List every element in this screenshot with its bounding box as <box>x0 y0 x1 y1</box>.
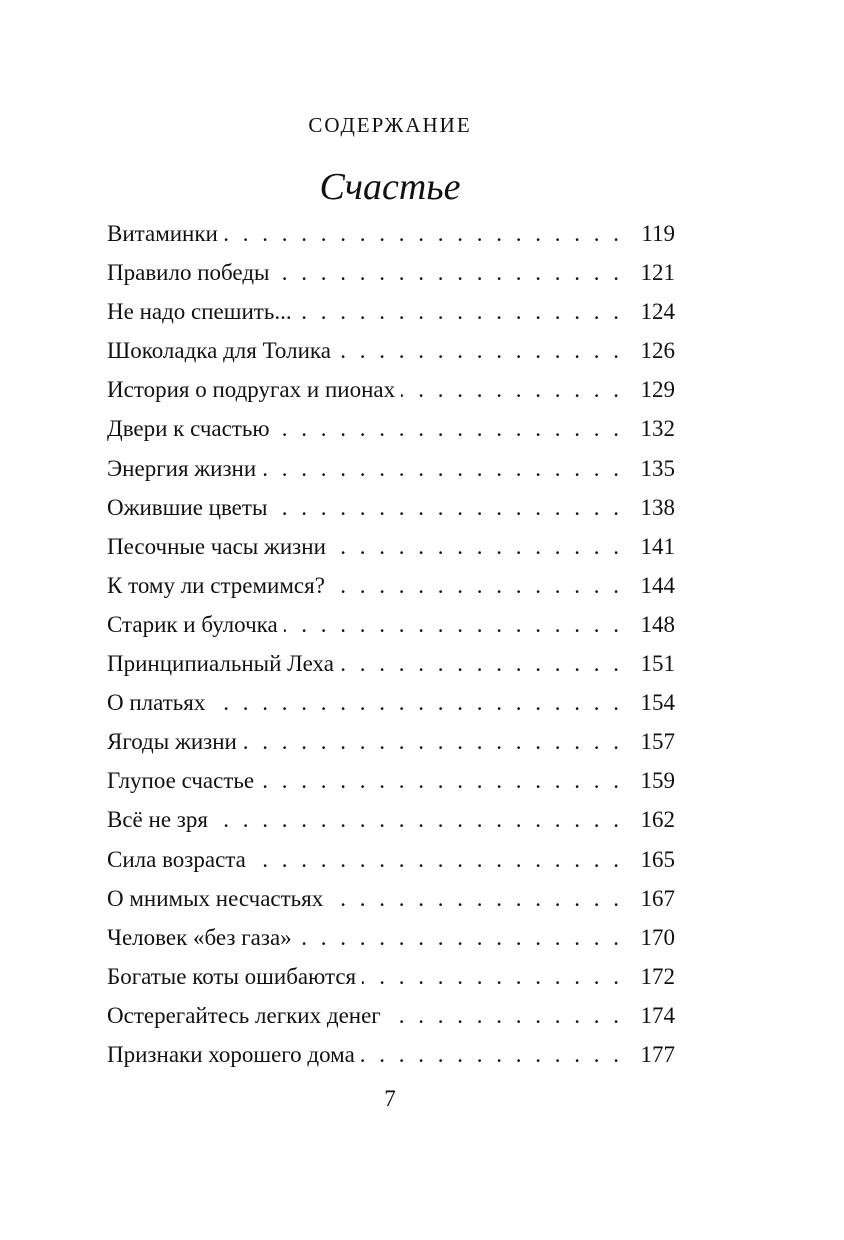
toc-entry-page: 162 <box>640 807 675 833</box>
dot-leader <box>362 957 623 996</box>
dot-leader <box>401 370 623 409</box>
toc-entry-page: 141 <box>640 533 675 559</box>
dot-leader <box>260 761 623 800</box>
dot-leader <box>252 840 623 879</box>
section-title: Счастье <box>319 166 461 208</box>
toc-entry-title: Принципиальный Леха <box>107 651 334 677</box>
toc-entry-page: 157 <box>640 729 675 755</box>
toc-entry-title: К тому ли стремимся? <box>107 572 325 598</box>
toc-entry <box>107 566 675 605</box>
toc-entry <box>107 761 675 800</box>
toc-entry <box>107 331 675 370</box>
toc-entry-page: 172 <box>640 963 675 989</box>
toc-entry-title: Шоколадка для Толика <box>107 338 331 364</box>
dot-leader <box>243 722 623 761</box>
toc-entry-page: 151 <box>640 651 675 677</box>
toc-entry-page: 126 <box>640 338 675 364</box>
toc-entry-title: О мнимых несчастьях <box>107 885 324 911</box>
dot-leader <box>387 996 623 1035</box>
dot-leader <box>276 409 623 448</box>
dot-leader <box>284 605 623 644</box>
dot-leader <box>337 331 623 370</box>
toc-entry-page: 135 <box>640 455 675 481</box>
page-number: 7 <box>384 1086 396 1111</box>
toc-entry-page: 174 <box>640 1002 675 1028</box>
toc-entry-title: Признаки хорошего дома <box>107 1041 355 1067</box>
dot-leader <box>224 214 623 253</box>
toc-entry-title: Сила возраста <box>107 846 246 872</box>
toc-entry <box>107 253 675 292</box>
toc-entry <box>107 214 675 253</box>
toc-entry-title: Глупое счастье <box>107 768 255 794</box>
toc-entry-page: 138 <box>640 494 675 520</box>
toc-entry <box>107 683 675 722</box>
toc-entry-title: Ожившие цветы <box>107 494 268 520</box>
toc-entry <box>107 918 675 957</box>
toc-entry-title: Двери к счастью <box>107 416 270 442</box>
toc-entry-title: О платьях <box>107 690 206 716</box>
toc-entry-title: Старик и булочка <box>107 611 278 637</box>
table-of-contents <box>107 214 675 1074</box>
toc-entry <box>107 840 675 879</box>
dot-leader <box>332 527 623 566</box>
toc-entry-page: 170 <box>640 924 675 950</box>
dot-leader <box>329 879 623 918</box>
toc-entry <box>107 1035 675 1074</box>
toc-entry-page: 132 <box>640 416 675 442</box>
toc-entry-title: История о подругах и пионах <box>107 377 396 403</box>
toc-entry <box>107 527 675 566</box>
toc-entry-page: 129 <box>640 377 675 403</box>
dot-leader <box>361 1035 623 1074</box>
toc-entry-title: Остерегайтесь легких денег <box>107 1002 381 1028</box>
toc-entry-title: Человек «без газа» <box>107 924 292 950</box>
toc-entry-page: 144 <box>640 572 675 598</box>
toc-entry <box>107 957 675 996</box>
dot-leader <box>331 566 623 605</box>
toc-entry <box>107 800 675 839</box>
toc-entry-title: Не надо спешить... <box>107 299 292 325</box>
dot-leader <box>214 800 623 839</box>
dot-leader <box>262 449 623 488</box>
toc-entry <box>107 996 675 1035</box>
dot-leader <box>211 683 623 722</box>
dot-leader <box>298 292 623 331</box>
toc-entry-page: 167 <box>640 885 675 911</box>
toc-entry-title: Ягоды жизни <box>107 729 237 755</box>
toc-entry-page: 148 <box>640 611 675 637</box>
toc-entry-page: 124 <box>640 299 675 325</box>
toc-entry-page: 159 <box>640 768 675 794</box>
dot-leader <box>275 253 623 292</box>
toc-entry <box>107 449 675 488</box>
toc-entry <box>107 644 675 683</box>
toc-entry <box>107 605 675 644</box>
toc-entry-title: Витаминки <box>107 221 218 246</box>
toc-entry-title: Правило победы <box>107 260 270 286</box>
toc-entry-title: Песочные часы жизни <box>107 533 326 559</box>
dot-leader <box>298 918 623 957</box>
toc-entry-title: Богатые коты ошибаются <box>107 963 357 989</box>
toc-entry <box>107 370 675 409</box>
toc-entry <box>107 488 675 527</box>
toc-entry <box>107 409 675 448</box>
toc-entry-page: 121 <box>640 260 675 286</box>
dot-leader <box>340 644 623 683</box>
dot-leader <box>273 488 623 527</box>
toc-entry-title: Всё не зря <box>107 807 208 833</box>
contents-header: СОДЕРЖАНИЕ <box>308 113 472 137</box>
toc-entry <box>107 722 675 761</box>
toc-entry-page: 177 <box>640 1041 675 1067</box>
toc-entry-page: 165 <box>640 846 675 872</box>
toc-entry-page: 154 <box>640 690 675 716</box>
toc-entry-page: 119 <box>641 221 675 246</box>
toc-entry <box>107 879 675 918</box>
toc-entry-title: Энергия жизни <box>107 455 257 481</box>
toc-entry <box>107 292 675 331</box>
